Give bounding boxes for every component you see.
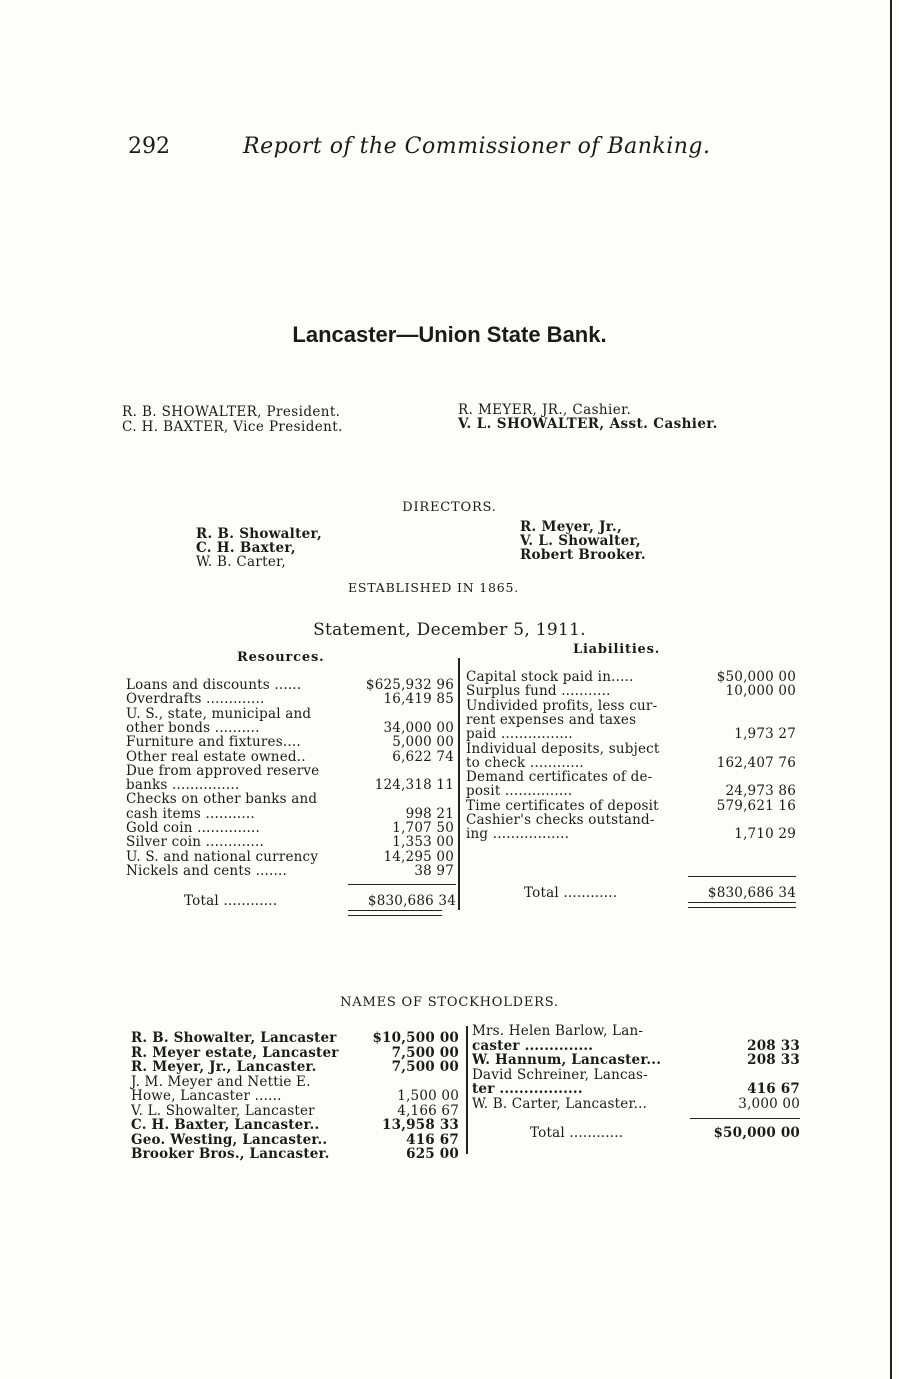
- row-label: other bonds ..........: [126, 719, 260, 736]
- row-value: 124,318 11: [374, 777, 454, 794]
- total-label: Total ............: [184, 893, 278, 909]
- row-label: Geo. Westing, Lancaster..: [131, 1131, 328, 1148]
- liabilities-total-double-rule: [688, 902, 796, 908]
- stockholders-column-divider: [466, 1026, 468, 1154]
- row-value: 1,710 29: [734, 826, 796, 843]
- row-value: 1,707 50: [392, 820, 454, 836]
- established-line: ESTABLISHED IN 1865.: [348, 580, 520, 595]
- row-label: W. B. Carter, Lancaster...: [472, 1095, 648, 1112]
- row-value: 7,500 00: [391, 1044, 459, 1061]
- resources-total-rule: [348, 884, 456, 885]
- row-label: R. B. Showalter, Lancaster: [131, 1030, 337, 1046]
- page-number: 292: [128, 134, 170, 159]
- director: Robert Brooker.: [520, 547, 646, 563]
- row-label: Nickels and cents .......: [126, 862, 288, 879]
- row-label: Mrs. Helen Barlow, Lan-: [472, 1023, 644, 1039]
- director: R. Meyer, Jr.,: [520, 519, 622, 535]
- row-value: 4,166 67: [397, 1102, 459, 1119]
- officer-cashier: R. MEYER, JR., Cashier.: [458, 402, 632, 418]
- director: R. B. Showalter,: [196, 526, 322, 542]
- row-label: ing .................: [466, 826, 570, 843]
- resources-heading: Resources.: [237, 650, 325, 665]
- resources-total-double-rule: [348, 910, 442, 916]
- row-label: Due from approved reserve: [126, 762, 320, 779]
- total-label: Total ............: [524, 885, 618, 901]
- row-value: 1,500 00: [397, 1088, 459, 1104]
- row-label: Undivided profits, less cur-: [466, 697, 658, 714]
- officer-vice-president: C. H. BAXTER, Vice President.: [122, 419, 343, 435]
- row-label: R. Meyer, Jr., Lancaster.: [131, 1059, 317, 1075]
- row-label: cash items ...........: [126, 805, 255, 822]
- row-value: 34,000 00: [383, 719, 454, 736]
- stockholders-heading: NAMES OF STOCKHOLDERS.: [340, 995, 559, 1010]
- row-value: 579,621 16: [716, 797, 796, 814]
- row-label: Howe, Lancaster ......: [131, 1088, 282, 1104]
- row-label: U. S. and national currency: [126, 848, 319, 865]
- row-label: R. Meyer estate, Lancaster: [131, 1044, 339, 1061]
- row-label: V. L. Showalter, Lancaster: [131, 1102, 315, 1119]
- row-value: 208 33: [747, 1052, 800, 1068]
- row-value: 3,000 00: [738, 1095, 800, 1112]
- row-value: 24,973 86: [725, 783, 796, 800]
- row-label: Checks on other banks and: [126, 791, 318, 808]
- row-label: W. Hannum, Lancaster...: [472, 1052, 662, 1068]
- total-value: $50,000 00: [713, 1125, 800, 1141]
- row-label: Brooker Bros., Lancaster.: [131, 1146, 330, 1162]
- row-value: 162,407 76: [716, 754, 796, 771]
- bank-title: Lancaster—Union State Bank.: [292, 322, 607, 347]
- row-label: rent expenses and taxes: [466, 711, 637, 728]
- row-value: 5,000 00: [392, 734, 454, 751]
- row-value: 10,000 00: [725, 683, 796, 700]
- running-title: Report of the Commissioner of Banking.: [243, 134, 711, 159]
- officer-asst-cashier: V. L. SHOWALTER, Asst. Cashier.: [458, 416, 718, 432]
- row-label: Time certificates of deposit: [466, 797, 659, 814]
- stockholders-total-rule: [690, 1118, 800, 1119]
- row-label: Furniture and fixtures....: [126, 734, 301, 751]
- row-label: David Schreiner, Lancas-: [472, 1066, 648, 1083]
- row-label: Gold coin ..............: [126, 820, 261, 836]
- row-label: Other real estate owned..: [126, 748, 306, 765]
- row-value: 16,419 85: [383, 691, 454, 708]
- statement-column-divider: [458, 658, 460, 910]
- row-label: caster ..............: [472, 1037, 594, 1054]
- row-value: 6,622 74: [392, 748, 454, 765]
- row-value: 14,295 00: [383, 848, 454, 865]
- row-value: 998 21: [405, 805, 454, 822]
- row-value: $10,500 00: [372, 1030, 459, 1046]
- row-label: Capital stock paid in.....: [466, 669, 634, 685]
- total-label: Total ............: [530, 1125, 624, 1141]
- officer-president: R. B. SHOWALTER, President.: [122, 404, 341, 420]
- row-value: 7,500 00: [391, 1059, 459, 1075]
- row-label: J. M. Meyer and Nettie E.: [131, 1073, 311, 1090]
- row-value: 416 67: [406, 1131, 459, 1148]
- row-label: U. S., state, municipal and: [126, 705, 312, 722]
- liabilities-total-rule: [688, 876, 796, 877]
- row-value: $625,932 96: [365, 677, 454, 693]
- row-value: 38 97: [414, 862, 454, 879]
- row-label: Silver coin .............: [126, 834, 265, 851]
- row-label: Cashier's checks outstand-: [466, 812, 655, 828]
- row-label: Individual deposits, subject: [466, 740, 660, 757]
- row-value: 1,973 27: [734, 726, 796, 743]
- row-value: 13,958 33: [382, 1117, 459, 1133]
- director: C. H. Baxter,: [196, 540, 296, 556]
- row-label: Surplus fund ...........: [466, 683, 611, 700]
- row-label: banks ...............: [126, 777, 240, 794]
- total-value: $830,686 34: [707, 885, 796, 901]
- director: V. L. Showalter,: [520, 533, 641, 549]
- liabilities-heading: Liabilities.: [573, 642, 661, 657]
- row-label: paid ................: [466, 726, 573, 743]
- row-label: ter .................: [472, 1081, 583, 1097]
- row-label: C. H. Baxter, Lancaster..: [131, 1117, 320, 1133]
- row-label: posit ...............: [466, 783, 573, 800]
- row-value: 208 33: [747, 1037, 800, 1054]
- row-value: 1,353 00: [392, 834, 454, 851]
- page-edge-line: [890, 0, 892, 1379]
- row-value: 625 00: [406, 1146, 459, 1162]
- row-label: Loans and discounts ......: [126, 677, 302, 693]
- directors-heading: DIRECTORS.: [402, 500, 497, 515]
- total-value: $830,686 34: [367, 893, 456, 909]
- row-label: Overdrafts .............: [126, 691, 265, 708]
- row-label: Demand certificates of de-: [466, 769, 653, 786]
- row-value: $50,000 00: [716, 669, 796, 685]
- row-label: to check ............: [466, 754, 584, 771]
- row-value: 416 67: [747, 1081, 800, 1097]
- director: W. B. Carter,: [196, 554, 287, 570]
- statement-title: Statement, December 5, 1911.: [313, 620, 586, 640]
